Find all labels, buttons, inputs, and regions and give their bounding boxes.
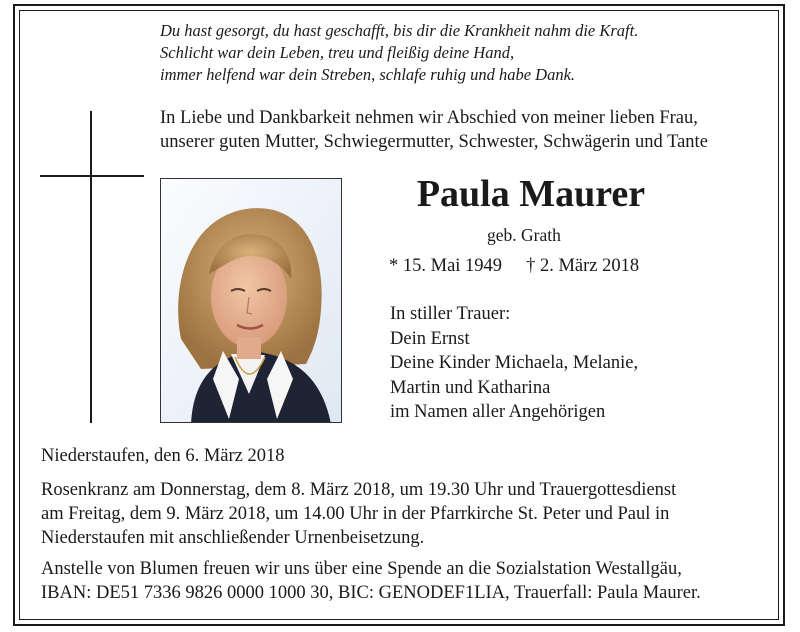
mourners-list <box>390 302 638 425</box>
service-line: Rosenkranz am Donnerstag, dem 8. März 2018, um 19.30 Uhr und Trauergottesdienst <box>41 480 677 500</box>
poem-line: immer helfend war dein Streben, schlafe ruhig und habe Dank. <box>160 65 576 84</box>
intro-line: unserer guten Mutter, Schwiegermutter, Schwester, Schwägerin und Tante <box>160 132 708 152</box>
donation-line: Anstelle von Blumen freuen wir uns über eine Spende an die Sozialstation Westallgäu, <box>41 559 682 579</box>
service-info <box>41 478 676 550</box>
mourners-line: Dein Ernst <box>390 328 470 349</box>
service-line: am Freitag, dem 9. März 2018, um 14.00 Uhr in der Pfarrkirche St. Peter und Paul in <box>41 504 670 524</box>
mourners-line: im Namen aller Angehörigen <box>390 402 606 422</box>
intro-line: In Liebe und Dankbarkeit nehmen wir Abschied von meiner lieben Frau, <box>160 108 698 128</box>
poem-line: Schlicht war dein Leben, treu und fleißig deine Hand, <box>160 43 515 62</box>
portrait-photo <box>160 178 342 423</box>
portrait-illustration <box>161 179 342 423</box>
maiden-name: geb. Grath <box>487 225 561 245</box>
cross-vertical-bar <box>90 111 92 423</box>
deceased-name: Paula Maurer <box>416 173 646 215</box>
mourners-line: Deine Kinder Michaela, Melanie, <box>390 353 639 373</box>
mourners-line: In stiller Trauer: <box>390 304 511 324</box>
donation-line: IBAN: DE51 7336 9826 0000 1000 30, BIC: GENODEF1LIA, Trauerfall: Paula Maurer. <box>41 583 701 603</box>
mourners-line: Martin und Katharina <box>390 377 551 398</box>
intro-text <box>160 106 708 154</box>
service-line: Niederstaufen mit anschließender Urnenbeisetzung. <box>41 528 425 548</box>
donation-info <box>41 557 701 605</box>
poem <box>160 20 638 86</box>
poem-line: Du hast gesorgt, du hast geschafft, bis dir die Krankheit nahm die Kraft. <box>160 21 639 40</box>
birth-date: * 15. Mai 1949 <box>389 256 503 276</box>
place-and-date: Niederstaufen, den 6. März 2018 <box>41 446 285 466</box>
death-date: † 2. März 2018 <box>526 256 640 276</box>
life-dates <box>389 256 639 277</box>
cross-horizontal-bar <box>40 175 144 177</box>
